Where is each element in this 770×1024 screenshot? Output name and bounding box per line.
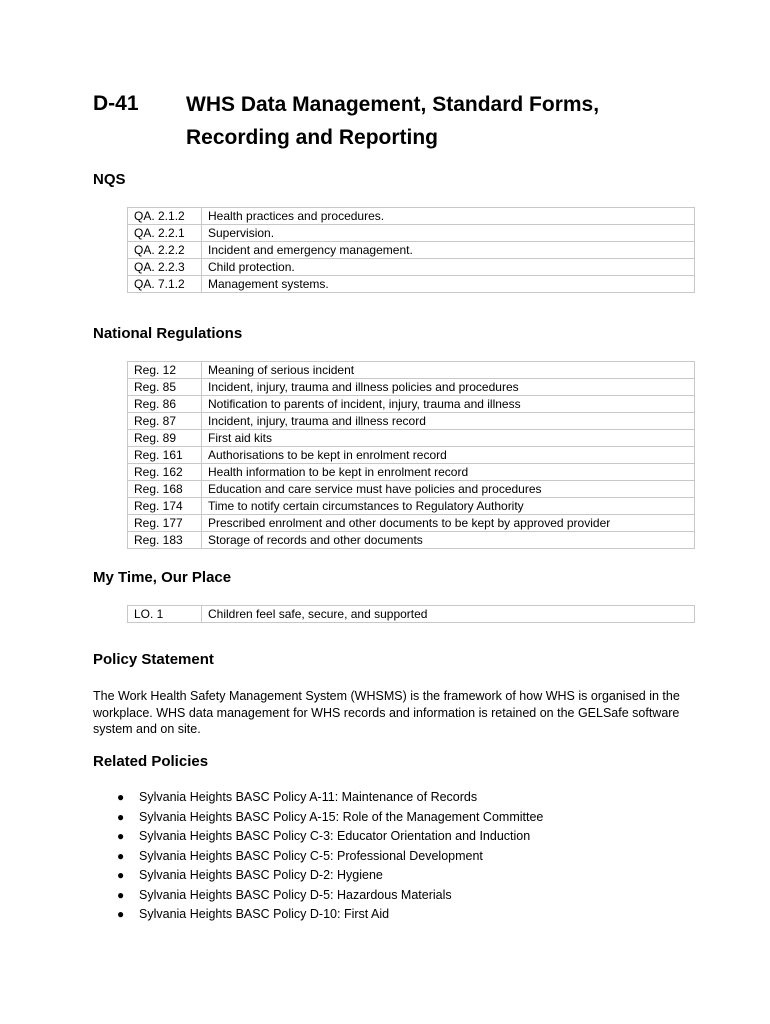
table-row [128, 242, 695, 259]
regulation-code: Reg. 89 [128, 430, 202, 447]
list-item [93, 808, 543, 828]
policy-statement-heading: Policy Statement [93, 651, 214, 668]
regulation-description: Authorisations to be kept in enrolment record [202, 447, 695, 464]
document-code: D-41 [93, 92, 139, 115]
bullet-icon: ● [117, 790, 125, 804]
document-title-line-2: Recording and Reporting [186, 126, 438, 149]
nqs-description: Management systems. [202, 276, 695, 293]
policy-statement-text: The Work Health Safety Management System (WHSMS) is the framework of how WHS is organised in the workplace. WHS data management for WHS records and information is retained on the GELSafe software system and on site. [93, 689, 680, 736]
list-item [93, 847, 543, 867]
document-title-line-1: WHS Data Management, Standard Forms, [186, 93, 600, 116]
regulation-code: Reg. 85 [128, 379, 202, 396]
nqs-table [127, 207, 695, 293]
related-policies-list [93, 788, 543, 925]
regulation-code: Reg. 177 [128, 515, 202, 532]
outcome-code: LO. 1 [128, 606, 202, 623]
nqs-heading: NQS [93, 171, 126, 188]
regulation-code: Reg. 174 [128, 498, 202, 515]
table-row [128, 396, 695, 413]
table-row [128, 379, 695, 396]
table-row [128, 481, 695, 498]
regulation-code: Reg. 168 [128, 481, 202, 498]
regulation-description: Meaning of serious incident [202, 362, 695, 379]
regulation-description: Storage of records and other documents [202, 532, 695, 549]
related-policy-label: Sylvania Heights BASC Policy A-15: Role of the Management Committee [139, 809, 544, 824]
bullet-icon: ● [117, 829, 125, 843]
bullet-icon: ● [117, 848, 125, 863]
nqs-description: Supervision. [202, 225, 695, 242]
table-row [128, 276, 695, 293]
table-row [128, 464, 695, 481]
table-row [128, 515, 695, 532]
bullet-icon: ● [117, 809, 125, 824]
regulation-code: Reg. 161 [128, 447, 202, 464]
table-row [128, 498, 695, 515]
related-policy-label: Sylvania Heights BASC Policy D-5: Hazardous Materials [139, 887, 452, 902]
regulation-description: Incident, injury, trauma and illness record [202, 413, 695, 430]
related-policy-label: Sylvania Heights BASC Policy A-11: Maintenance of Records [139, 790, 478, 804]
table-row [128, 447, 695, 464]
nqs-code: QA. 2.2.2 [128, 242, 202, 259]
table-row [128, 225, 695, 242]
regulation-code: Reg. 183 [128, 532, 202, 549]
regulation-code: Reg. 12 [128, 362, 202, 379]
regulation-description: Prescribed enrolment and other documents to be kept by approved provider [202, 515, 695, 532]
related-policy-label: Sylvania Heights BASC Policy C-3: Educator Orientation and Induction [139, 829, 531, 843]
regulation-description: First aid kits [202, 430, 695, 447]
regulation-description: Health information to be kept in enrolment record [202, 464, 695, 481]
related-policy-label: Sylvania Heights BASC Policy D-2: Hygiene [139, 868, 383, 882]
list-item [93, 788, 543, 808]
table-row [128, 259, 695, 276]
bullet-icon: ● [117, 887, 125, 902]
document-title [186, 88, 686, 154]
list-item [93, 886, 543, 906]
table-row [128, 413, 695, 430]
nqs-code: QA. 2.2.1 [128, 225, 202, 242]
table-row [128, 208, 695, 225]
outcome-description: Children feel safe, secure, and supported [202, 606, 695, 623]
nqs-code: QA. 2.2.3 [128, 259, 202, 276]
nqs-description: Health practices and procedures. [202, 208, 695, 225]
table-row [128, 532, 695, 549]
nqs-description: Child protection. [202, 259, 695, 276]
list-item [93, 866, 543, 886]
national-regulations-heading: National Regulations [93, 325, 243, 342]
table-row [128, 430, 695, 447]
regulations-table [127, 361, 695, 549]
bullet-icon: ● [117, 868, 125, 882]
related-policy-label: Sylvania Heights BASC Policy D-10: First Aid [139, 907, 390, 921]
regulation-description: Education and care service must have policies and procedures [202, 481, 695, 498]
list-item [93, 905, 543, 925]
table-row [128, 606, 695, 623]
regulation-description: Incident, injury, trauma and illness policies and procedures [202, 379, 695, 396]
my-time-our-place-heading: My Time, Our Place [93, 569, 232, 586]
nqs-description: Incident and emergency management. [202, 242, 695, 259]
regulation-description: Notification to parents of incident, injury, trauma and illness [202, 396, 695, 413]
bullet-icon: ● [117, 907, 125, 921]
regulation-code: Reg. 86 [128, 396, 202, 413]
table-row [128, 362, 695, 379]
related-policy-label: Sylvania Heights BASC Policy C-5: Professional Development [139, 848, 483, 863]
nqs-code: QA. 2.1.2 [128, 208, 202, 225]
regulation-description: Time to notify certain circumstances to Regulatory Authority [202, 498, 695, 515]
regulation-code: Reg. 162 [128, 464, 202, 481]
mtop-table [127, 605, 695, 623]
list-item [93, 827, 543, 847]
nqs-code: QA. 7.1.2 [128, 276, 202, 293]
regulation-code: Reg. 87 [128, 413, 202, 430]
related-policies-heading: Related Policies [93, 753, 209, 770]
